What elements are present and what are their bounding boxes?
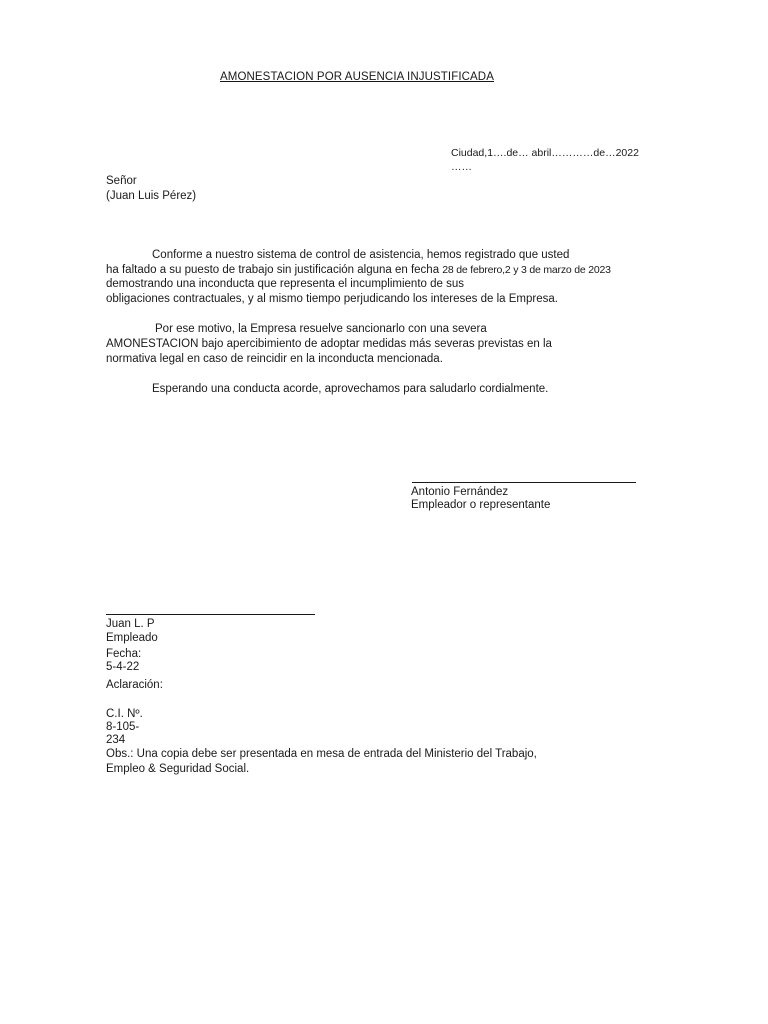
employer-role: Empleador o representante [411, 499, 551, 511]
employee-date-label: Fecha: [106, 648, 142, 660]
observation-line-2: Empleo & Seguridad Social. [106, 763, 250, 775]
paragraph-2-line-2: AMONESTACION bajo apercibimiento de adoptar medidas más severas previstas en la [106, 338, 552, 350]
employer-name: Antonio Fernández [411, 486, 509, 498]
paragraph-1-line-2-text: ha faltado a su puesto de trabajo sin justificación alguna en fecha [106, 264, 443, 276]
employer-signature-line [412, 482, 636, 483]
paragraph-1-line-1: Conforme a nuestro sistema de control de asistencia, hemos registrado que usted [152, 249, 570, 261]
employee-ci-value: 8-105- [106, 721, 140, 733]
date-line: Ciudad,1….de… abril…………de…2022 [451, 147, 639, 159]
absence-dates: 28 de febrero,2 y 3 de marzo de 2023 [442, 264, 611, 276]
employee-signature-line [106, 614, 315, 615]
paragraph-1-line-4: obligaciones contractuales, y al mismo tiempo perjudicando los intereses de la Empresa. [106, 293, 558, 305]
employee-role: Empleado [106, 632, 158, 644]
document-title: AMONESTACION POR AUSENCIA INJUSTIFICADA [220, 71, 494, 83]
paragraph-2-line-3: normativa legal en caso de reincidir en la inconducta mencionada. [106, 353, 443, 365]
date-line-continuation: …… [451, 161, 472, 173]
recipient-name: (Juan Luis Pérez) [106, 190, 197, 202]
employee-clarification-label: Aclaración: [106, 679, 163, 691]
employee-date-value: 5-4-22 [106, 661, 140, 673]
employee-name: Juan L. P [106, 618, 155, 630]
closing-paragraph: Esperando una conducta acorde, aprovechamos para saludarlo cordialmente. [152, 383, 549, 395]
recipient-salutation: Señor [106, 175, 137, 187]
paragraph-2-line-1: Por ese motivo, la Empresa resuelve sancionarlo con una severa [155, 323, 487, 335]
observation-line-1: Obs.: Una copia debe ser presentada en mesa de entrada del Ministerio del Trabajo, [106, 748, 537, 760]
paragraph-1-line-3: demostrando una inconducta que representa el incumplimiento de sus [106, 278, 464, 290]
paragraph-1-line-2 [106, 263, 611, 278]
employee-ci-value-continuation: 234 [106, 734, 126, 746]
employee-ci-label: C.I. Nº. [106, 708, 143, 720]
